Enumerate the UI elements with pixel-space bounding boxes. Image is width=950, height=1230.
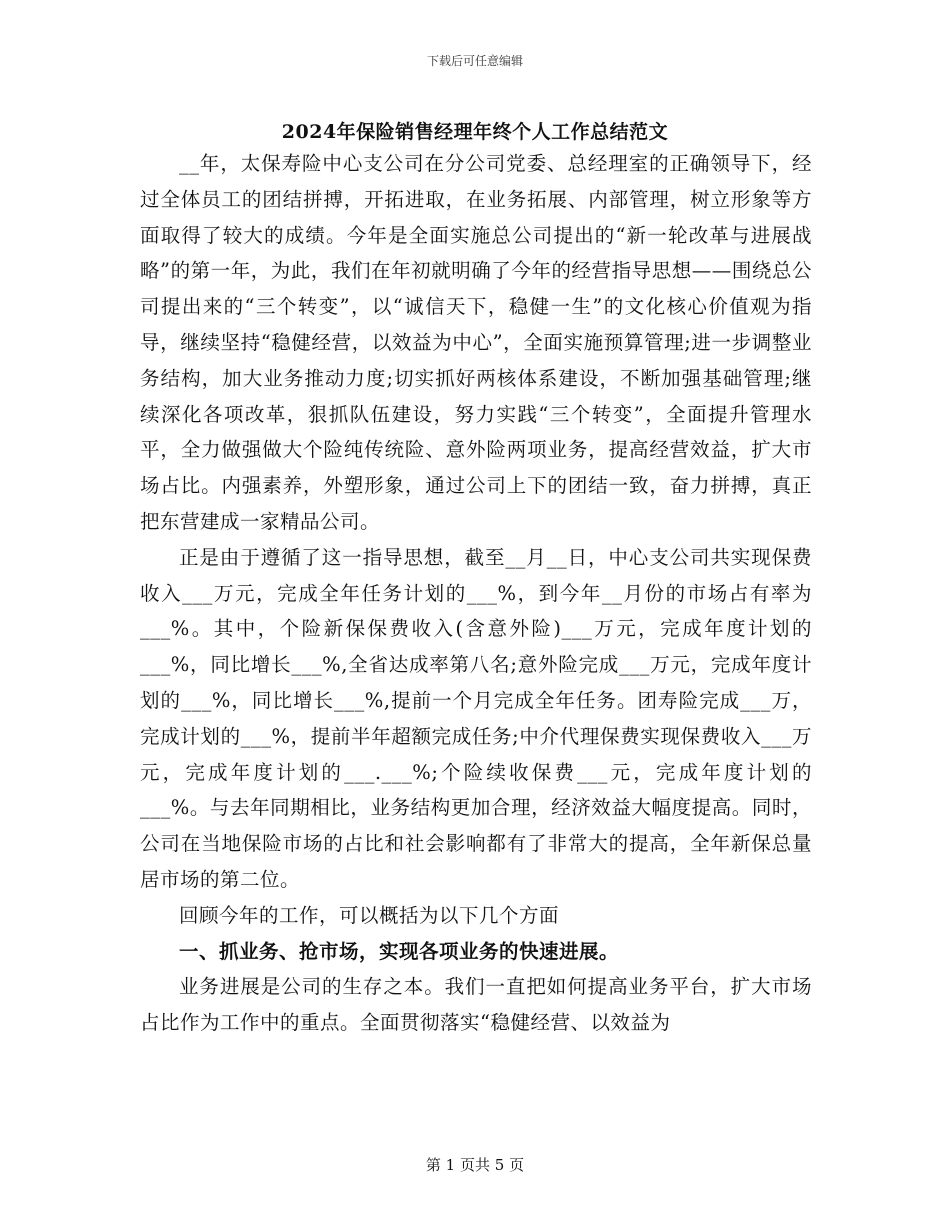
document-body [140,146,812,1041]
document-title: 2024年保险销售经理年终个人工作总结范文 [281,121,669,143]
paragraph-section-1: 业务进展是公司的生存之本。我们一直把如何提高业务平台，扩大市场占比作为工作中的重点。全面贯彻落实“稳健经营、以效益为 [140,975,812,1035]
section-heading: 一、抓业务、抢市场，实现各项业务的快速进展。 [179,939,620,963]
page-header-note: 下载后可任意编辑 [426,54,523,68]
page-number: 第 1 页共 5 页 [425,1156,525,1174]
paragraph-review: 回顾今年的工作，可以概括为以下几个方面 [179,903,560,927]
paragraph-results: 正是由于遵循了这一指导思想，截至__月__日，中心支公司共实现保费收入___万元，完成全年任务计划的___%，到今年__月份的市场占有率为___%。其中，个险新保保费收入(含意外险)___万元，完成年度计划的___%，同比增长___%,全省达成率第八名;意外险完成___万元，完成年度计划的___%，同比增长___%,提前一个月完成全年任务。团寿险完成___万，完成计划的___%，提前半年超额完成任务;中介代理保费实现保费收入___万元，完成年度计划的___.___%;个险续收保费___元，完成年度计划的___%。与去年同期相比，业务结构更加合理，经济效益大幅度提高。同时，公司在当地保险市场的占比和社会影响都有了非常大的提高，全年新保总量居市场的第二位。 [140,545,812,891]
paragraph-intro: __年，太保寿险中心支公司在分公司党委、总经理室的正确领导下，经过全体员工的团结拼搏，开拓进取，在业务拓展、内部管理，树立形象等方面取得了较大的成绩。今年是全面实施总公司提出的“新一轮改革与进展战略”的第一年，为此，我们在年初就明确了今年的经营指导思想——围绕总公司提出来的“三个转变”，以“诚信天下，稳健一生”的文化核心价值观为指导，继续坚持“稳健经营，以效益为中心”，全面实施预算管理;进一步调整业务结构，加大业务推动力度;切实抓好两核体系建设，不断加强基础管理;继续深化各项改革，狠抓队伍建设，努力实践“三个转变”，全面提升管理水平，全力做强做大个险纯传统险、意外险两项业务，提高经营效益，扩大市场占比。内强素养，外塑形象，通过公司上下的团结一致，奋力拼搏，真正把东营建成一家精品公司。 [140,152,812,533]
